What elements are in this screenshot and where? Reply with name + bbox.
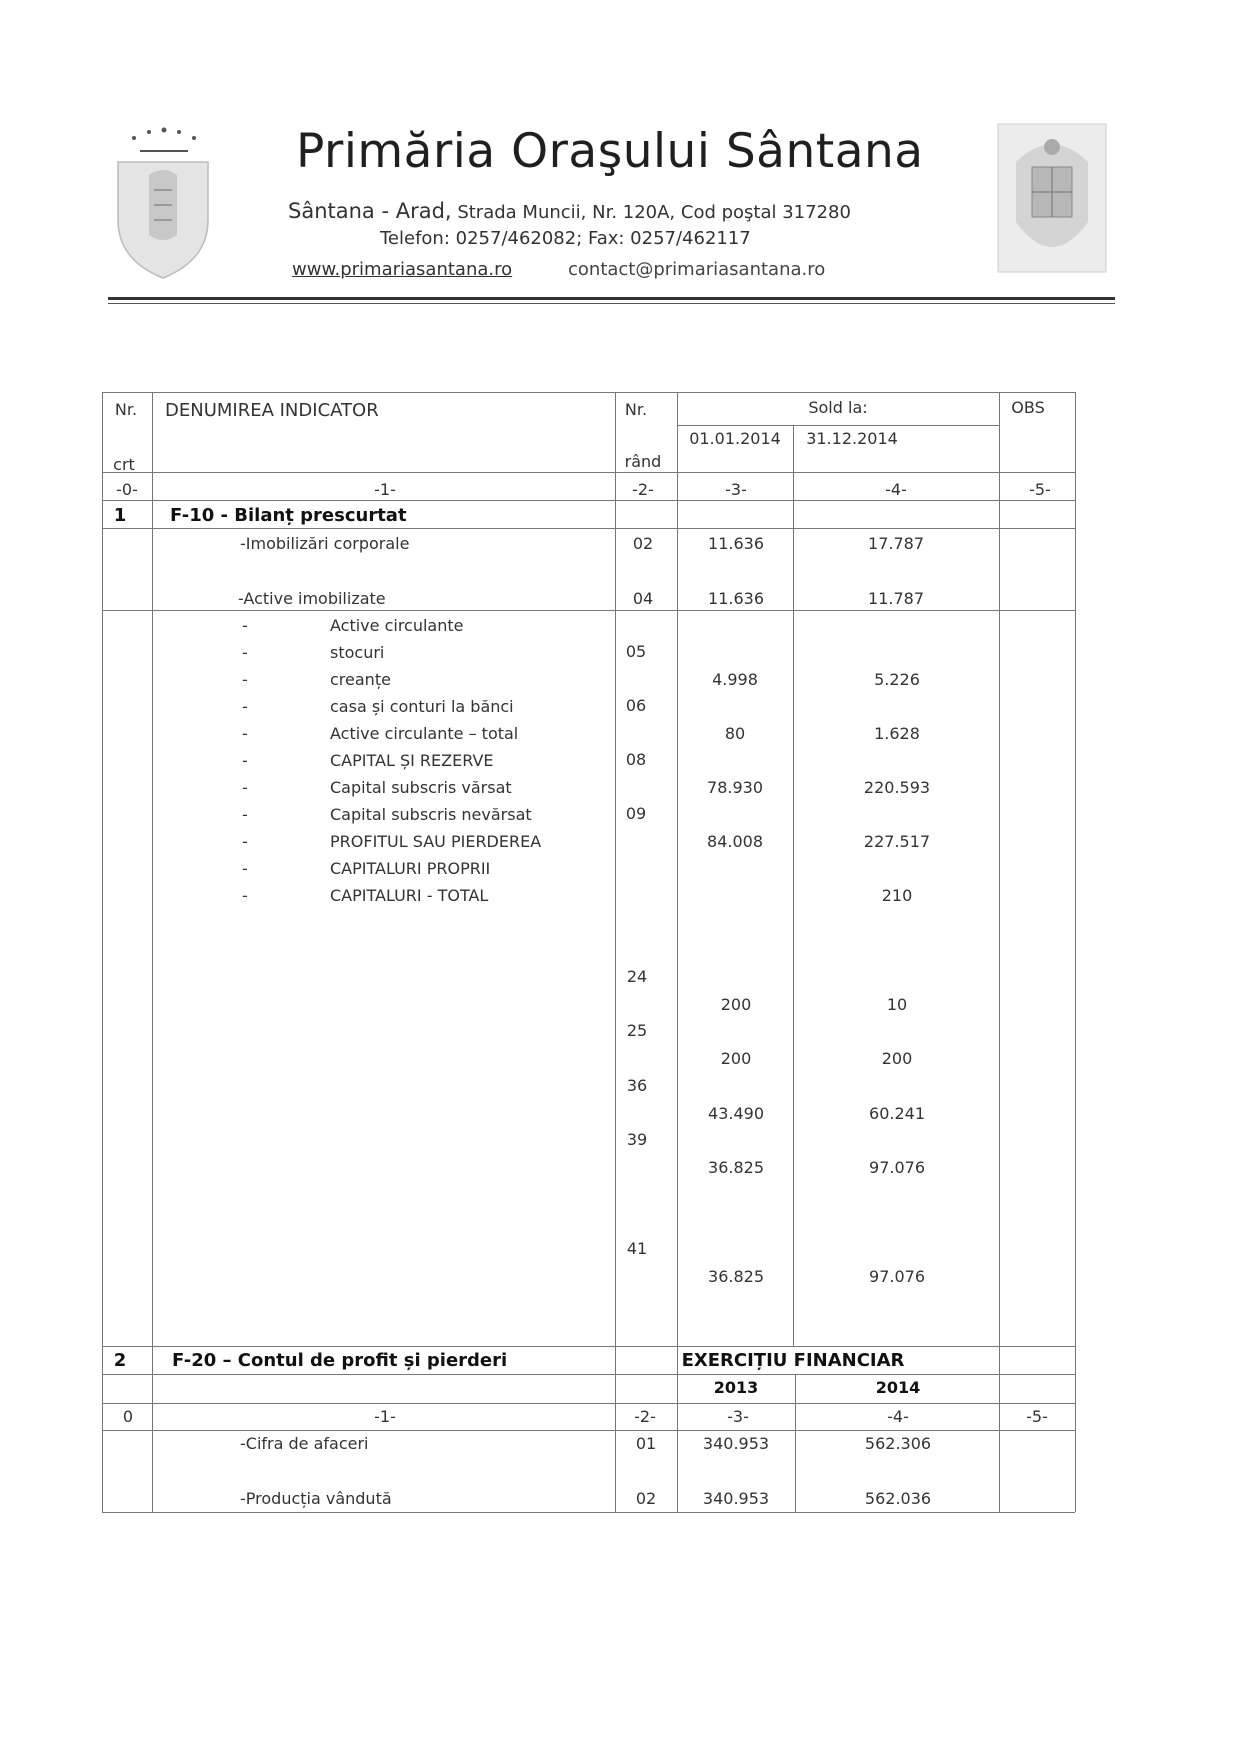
col-number: -5- [1029, 480, 1051, 499]
list-label: PROFITUL SAU PIERDEREA [330, 832, 542, 851]
list-label: Capital subscris vărsat [330, 778, 512, 797]
list-label: creanțe [330, 670, 391, 689]
header-nr: Nr. [114, 400, 138, 419]
header-divider-thin [108, 303, 1115, 304]
year-2013-header: 2013 [713, 1378, 759, 1397]
col-number: -0- [116, 480, 138, 499]
city-coat-of-arms-logo [104, 110, 222, 280]
row-value-2014: 11.787 [868, 589, 924, 608]
rand-number: 39 [626, 1130, 648, 1149]
list-dash: - [242, 832, 248, 851]
rand-number: 24 [626, 967, 648, 986]
col-number: -1- [374, 480, 396, 499]
value-2014: 5.226 [874, 670, 920, 689]
header-crt: crt [113, 455, 135, 474]
list-dash: - [242, 886, 248, 905]
list-label: casa și conturi la bănci [330, 697, 514, 716]
row-label: -Cifra de afaceri [240, 1434, 369, 1453]
col-number: -2- [632, 480, 654, 499]
section2-nr: 2 [113, 1350, 127, 1371]
rand-number: 08 [625, 750, 647, 769]
col-number: -4- [885, 480, 907, 499]
table-line [102, 610, 1075, 611]
section1-title: F-10 - Bilanț prescurtat [170, 505, 407, 526]
value-2013: 36.825 [708, 1158, 764, 1177]
list-dash: - [242, 724, 248, 743]
row-value-2014: 562.306 [864, 1434, 932, 1453]
value-2013: 80 [724, 724, 746, 743]
section2-title: F-20 – Contul de profit și pierderi [172, 1350, 508, 1371]
value-2014: 97.076 [869, 1158, 925, 1177]
value-2014: 220.593 [863, 778, 931, 797]
list-label: CAPITAL ȘI REZERVE [330, 751, 494, 770]
table-line [102, 472, 1075, 473]
table-line [102, 1403, 1075, 1404]
header-nr-rand-bottom: rând [624, 452, 662, 471]
col-number: -2- [634, 1407, 656, 1426]
table-line [102, 392, 103, 1512]
header-indicator: DENUMIREA INDICATOR [165, 400, 379, 421]
row-label: -Imobilizări corporale [240, 534, 410, 553]
list-dash: - [242, 751, 248, 770]
row-value-2014: 17.787 [868, 534, 924, 553]
value-2014: 200 [881, 1049, 913, 1068]
financial-exercise-header: EXERCIȚIU FINANCIAR [681, 1350, 905, 1371]
row-rand: 02 [632, 534, 654, 553]
header-obs: OBS [1011, 398, 1045, 417]
header-nr-rand-top: Nr. [624, 400, 648, 419]
table-line [1075, 392, 1076, 1512]
list-dash: - [242, 643, 248, 662]
list-label: Active circulante [330, 616, 464, 635]
table-line [152, 392, 153, 1512]
rand-number: 05 [625, 642, 647, 661]
address-city: Sântana - Arad, [288, 199, 452, 223]
col-number: -3- [725, 480, 747, 499]
value-2013: 78.930 [707, 778, 763, 797]
row-value-2013: 11.636 [708, 534, 764, 553]
table-line [615, 392, 616, 1512]
list-label: Active circulante – total [330, 724, 519, 743]
table-line [999, 392, 1000, 1512]
col-number: -4- [887, 1407, 909, 1426]
list-dash: - [242, 778, 248, 797]
table-line [102, 1346, 1075, 1347]
list-label: CAPITALURI PROPRII [330, 859, 491, 878]
col-number: 0 [122, 1407, 134, 1426]
address-line [288, 199, 851, 223]
row-rand: 02 [635, 1489, 657, 1508]
value-2014: 1.628 [874, 724, 920, 743]
row-label: -Active imobilizate [238, 589, 386, 608]
value-2014: 10 [886, 995, 908, 1014]
rand-number: 25 [626, 1021, 648, 1040]
row-label: -Producția vândută [240, 1489, 392, 1508]
header-divider-thick [108, 297, 1115, 300]
list-dash: - [242, 616, 248, 635]
table-line [795, 1374, 796, 1512]
table-line [102, 1374, 1075, 1375]
rand-number: 06 [625, 696, 647, 715]
row-value-2013: 340.953 [702, 1489, 770, 1508]
list-dash: - [242, 859, 248, 878]
row-rand: 01 [635, 1434, 657, 1453]
header-date1: 01.01.2014 [689, 429, 781, 448]
table-line [677, 392, 678, 1512]
value-2014: 210 [881, 886, 913, 905]
row-rand: 04 [632, 589, 654, 608]
section1-nr: 1 [113, 505, 127, 526]
table-line [793, 610, 794, 1346]
col-number: -3- [727, 1407, 749, 1426]
row-value-2014: 562.036 [864, 1489, 932, 1508]
value-2013: 4.998 [712, 670, 758, 689]
table-line [793, 425, 794, 610]
list-label: CAPITALURI - TOTAL [330, 886, 489, 905]
value-2013: 36.825 [708, 1267, 764, 1286]
value-2013: 200 [720, 1049, 752, 1068]
list-label: Capital subscris nevărsat [330, 805, 532, 824]
table-line [677, 425, 999, 426]
header-date2: 31.12.2014 [806, 429, 898, 448]
table-line [102, 500, 1075, 501]
table-line [102, 1512, 1075, 1513]
value-2014: 60.241 [869, 1104, 925, 1123]
list-dash: - [242, 805, 248, 824]
table-line [102, 528, 1075, 529]
row-value-2013: 11.636 [708, 589, 764, 608]
list-dash: - [242, 670, 248, 689]
table-line [102, 1430, 1075, 1431]
value-2014: 97.076 [869, 1267, 925, 1286]
rand-number: 09 [625, 804, 647, 823]
email-link[interactable]: contact@primariasantana.ro [568, 259, 826, 280]
list-label: stocuri [330, 643, 385, 662]
value-2014: 227.517 [863, 832, 931, 851]
header-sold: Sold la: [808, 398, 868, 417]
rand-number: 36 [626, 1076, 648, 1095]
website-link[interactable]: www.primariasantana.ro [292, 259, 513, 280]
year-2014-header: 2014 [875, 1378, 921, 1397]
address-street: Strada Muncii, Nr. 120A, Cod poştal 317280 [457, 202, 851, 223]
list-dash: - [242, 697, 248, 716]
page-title: Primăria Oraşului Sântana [296, 124, 924, 179]
table-line [102, 392, 1075, 393]
col-number: -1- [374, 1407, 396, 1426]
row-value-2013: 340.953 [702, 1434, 770, 1453]
romania-coat-of-arms-logo [996, 122, 1108, 274]
col-number: -5- [1026, 1407, 1048, 1426]
value-2013: 43.490 [708, 1104, 764, 1123]
value-2013: 84.008 [707, 832, 763, 851]
phone-fax-line: Telefon: 0257/462082; Fax: 0257/462117 [380, 228, 751, 249]
rand-number: 41 [626, 1239, 648, 1258]
value-2013: 200 [720, 995, 752, 1014]
